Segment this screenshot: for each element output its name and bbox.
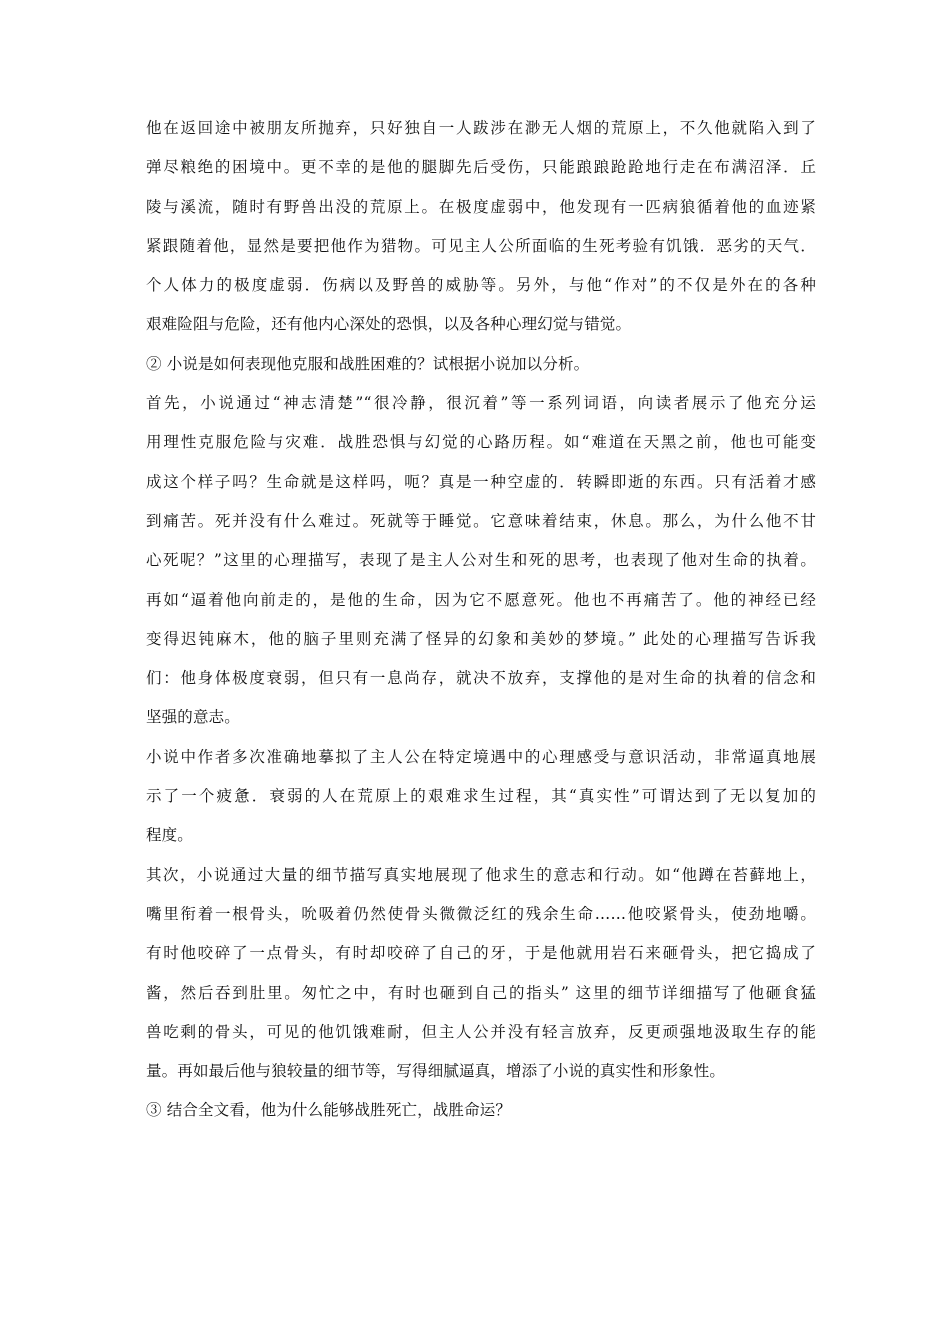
text-line: 到痛苦。死并没有什么难过。死就等于睡觉。它意味着结束，休息。那么，为什么他不甘 — [146, 511, 816, 530]
text-line: 示了一个疲惫．衰弱的人在荒原上的艰难求生过程，其“真实性”可谓达到了无以复加的 — [146, 787, 816, 806]
text-line: 弹尽粮绝的困境中。更不幸的是他的腿脚先后受伤，只能踉踉跄跄地行走在布满沼泽．丘 — [146, 158, 816, 177]
text-line: 成这个样子吗？生命就是这样吗，呃？真是一种空虚的．转瞬即逝的东西。只有活着才感 — [146, 472, 816, 491]
text-line: 嘴里衔着一根骨头，吮吸着仍然使骨头微微泛红的残余生命……他咬紧骨头，使劲地嚼。 — [146, 904, 816, 923]
text-line: 坚强的意志。 — [146, 708, 240, 727]
text-line: 量。再如最后他与狼较量的细节等，写得细腻逼真，增添了小说的真实性和形象性。 — [146, 1062, 726, 1081]
text-line: 陵与溪流，随时有野兽出没的荒原上。在极度虚弱中，他发现有一匹病狼循着他的血迹紧 — [146, 197, 816, 216]
text-line: 艰难险阻与危险，还有他内心深处的恐惧，以及各种心理幻觉与错觉。 — [146, 315, 632, 334]
text-line: 有时他咬碎了一点骨头，有时却咬碎了自己的牙，于是他就用岩石来砸骨头，把它捣成了 — [146, 944, 816, 963]
text-line: 用理性克服危险与灾难．战胜恐惧与幻觉的心路历程。如“难道在天黑之前，他也可能变 — [146, 433, 816, 452]
text-line: ② 小说是如何表现他克服和战胜困难的？试根据小说加以分析。 — [146, 354, 590, 373]
text-line: 们：他身体极度衰弱，但只有一息尚存，就决不放弃，支撑他的是对生命的执着的信念和 — [146, 669, 816, 688]
text-line: 程度。 — [146, 826, 193, 845]
text-line: 兽吃剩的骨头，可见的他饥饿难耐，但主人公并没有轻言放弃，反更顽强地汲取生存的能 — [146, 1022, 816, 1041]
text-line: 再如“逼着他向前走的，是他的生命，因为它不愿意死。他也不再痛苦了。他的神经已经 — [146, 590, 816, 609]
text-line: 心死呢？”这里的心理描写，表现了是主人公对生和死的思考，也表现了他对生命的执着。 — [146, 551, 816, 570]
text-line: 个人体力的极度虚弱．伤病以及野兽的威胁等。另外，与他“作对”的不仅是外在的各种 — [146, 276, 816, 295]
text-line: 他在返回途中被朋友所抛弃，只好独自一人跋涉在渺无人烟的荒原上，不久他就陷入到了 — [146, 119, 816, 137]
text-line: 变得迟钝麻木，他的脑子里则充满了怪异的幻象和美妙的梦境。” 此处的心理描写告诉我 — [146, 629, 816, 648]
text-line: 首先，小说通过“神志清楚”“很冷静，很沉着”等一系列词语，向读者展示了他充分运 — [146, 394, 816, 413]
text-line: 紧跟随着他，显然是要把他作为猎物。可见主人公所面临的生死考验有饥饿．恶劣的天气． — [146, 236, 816, 255]
text-line: 其次，小说通过大量的细节描写真实地展现了他求生的意志和行动。如“他蹲在苔藓地上， — [146, 865, 816, 884]
document-body — [146, 118, 816, 1140]
text-line: 酱，然后吞到肚里。匆忙之中，有时也砸到自己的指头” 这里的细节详细描写了他砸食猛 — [146, 983, 816, 1002]
text-line: ③ 结合全文看，他为什么能够战胜死亡，战胜命运？ — [146, 1101, 512, 1120]
text-line: 小说中作者多次准确地摹拟了主人公在特定境遇中的心理感受与意识活动，非常逼真地展 — [146, 747, 816, 766]
